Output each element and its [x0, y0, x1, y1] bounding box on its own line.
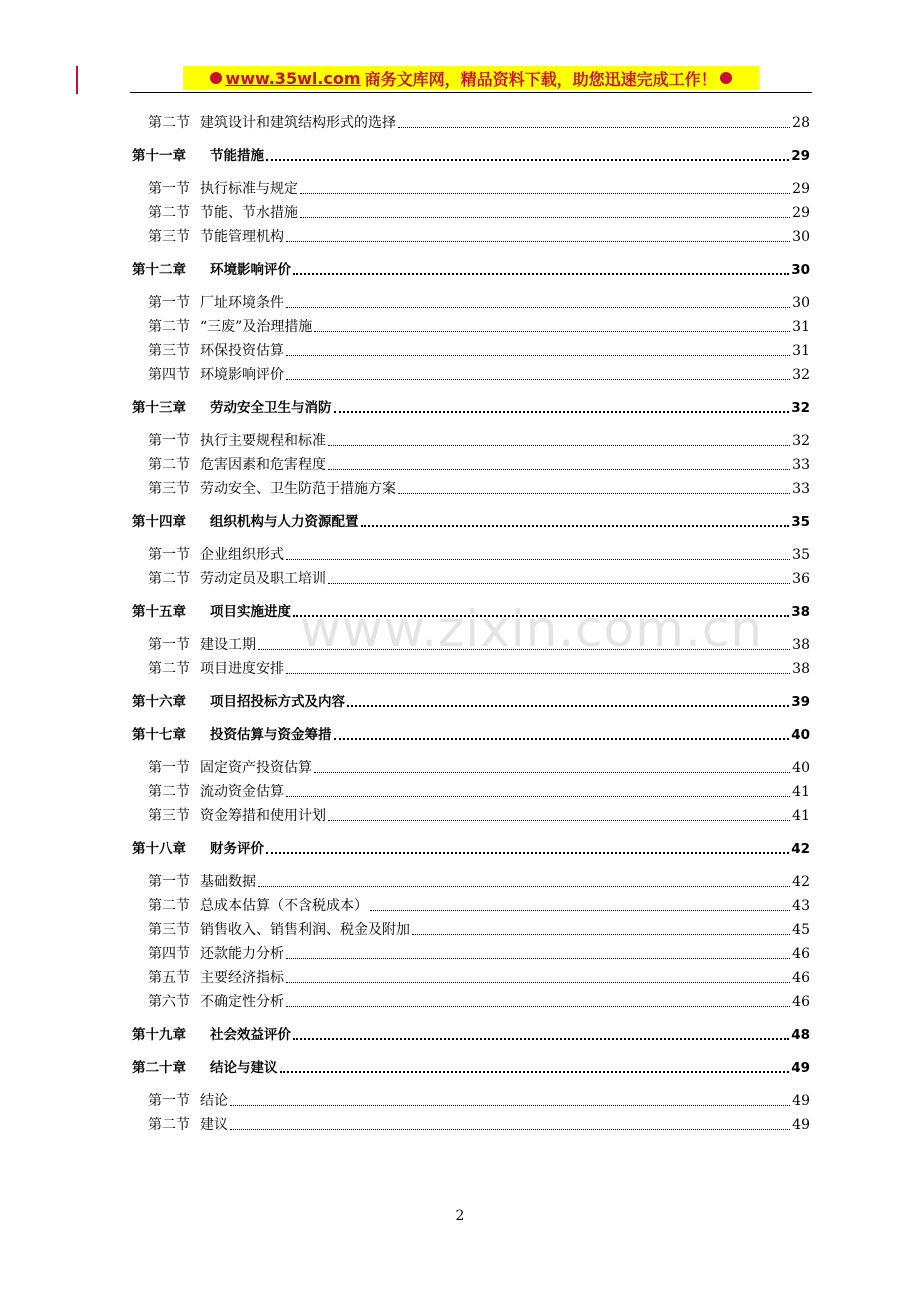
toc-entry-title: 销售收入、销售利润、税金及附加: [200, 922, 410, 938]
toc-chapter-entry[interactable]: [132, 687, 810, 711]
toc-entry-label: [132, 1059, 278, 1077]
toc-section-entry[interactable]: [132, 336, 810, 360]
toc-entry-page: 45: [792, 922, 810, 938]
toc-entry-number: 第四节: [148, 946, 190, 962]
toc-entry-title: 建设工期: [200, 637, 256, 653]
toc-entry-page: 42: [792, 874, 810, 890]
dot-leader: [286, 1006, 790, 1007]
bullet-dot-icon: [720, 72, 732, 84]
toc-entry-label: [132, 147, 264, 165]
toc-entry-title: 企业组织形式: [200, 547, 284, 563]
toc-section-entry[interactable]: [132, 1086, 810, 1110]
toc-entry-label: [132, 513, 359, 531]
toc-entry-number: 第一节: [148, 295, 190, 311]
toc-section-entry[interactable]: [132, 540, 810, 564]
dot-leader: [266, 852, 789, 854]
toc-chapter-entry[interactable]: [132, 507, 810, 531]
toc-entry-label: [148, 921, 410, 939]
toc-entry-label: [132, 261, 291, 279]
toc-entry-number: 第十七章: [132, 727, 186, 743]
toc-entry-number: 第四节: [148, 367, 190, 383]
toc-section-entry[interactable]: [132, 198, 810, 222]
toc-entry-title: 厂址环境条件: [200, 295, 284, 311]
toc-entry-title: 财务评价: [210, 841, 264, 857]
toc-entry-label: [148, 945, 284, 963]
toc-entry-number: 第十三章: [132, 400, 186, 416]
toc-entry-label: [148, 432, 326, 450]
toc-entry-title: “三废”及治理措施: [200, 319, 313, 335]
toc-chapter-entry[interactable]: [132, 597, 810, 621]
toc-entry-page: 38: [792, 637, 810, 653]
toc-entry-title: 危害因素和危害程度: [200, 457, 326, 473]
dot-leader: [286, 796, 790, 797]
toc-entry-page: 30: [792, 229, 810, 245]
toc-section-entry[interactable]: [132, 654, 810, 678]
toc-entry-number: 第一节: [148, 874, 190, 890]
dot-leader: [334, 411, 790, 413]
toc-chapter-entry[interactable]: [132, 834, 810, 858]
toc-entry-title: 节能措施: [210, 148, 264, 164]
toc-entry-title: 还款能力分析: [200, 946, 284, 962]
toc-entry-title: 环境影响评价: [210, 262, 291, 278]
toc-entry-page: 41: [792, 808, 810, 824]
toc-entry-page: 36: [792, 571, 810, 587]
toc-entry-label: [148, 807, 326, 825]
toc-entry-label: [148, 546, 284, 564]
toc-entry-label: [132, 693, 345, 711]
toc-entry-title: 环保投资估算: [200, 343, 284, 359]
toc-entry-number: 第一节: [148, 181, 190, 197]
header-rule: [130, 92, 812, 93]
toc-entry-number: 第二节: [148, 1117, 190, 1133]
toc-entry-page: 46: [792, 946, 810, 962]
toc-entry-title: 基础数据: [200, 874, 256, 890]
dot-leader: [286, 379, 790, 380]
dot-leader: [280, 1071, 790, 1073]
dot-leader: [293, 615, 789, 617]
toc-entry-label: [148, 180, 298, 198]
toc-section-entry[interactable]: [132, 891, 810, 915]
toc-chapter-entry[interactable]: [132, 393, 810, 417]
toc-entry-label: [148, 1092, 228, 1110]
dot-leader: [286, 982, 790, 983]
dot-leader: [412, 934, 790, 935]
toc-entry-title: 环境影响评价: [200, 367, 284, 383]
toc-entry-number: 第十九章: [132, 1027, 186, 1043]
dot-leader: [300, 193, 790, 194]
toc-section-entry[interactable]: [132, 777, 810, 801]
toc-entry-label: [148, 783, 284, 801]
bullet-dot-icon: [210, 72, 222, 84]
toc-entry-title: 劳动安全卫生与消防: [210, 400, 332, 416]
toc-section-entry[interactable]: [132, 108, 810, 132]
toc-entry-page: 29: [792, 181, 810, 197]
dot-leader: [286, 559, 790, 560]
dot-leader: [370, 910, 790, 911]
dot-leader: [398, 127, 790, 128]
toc-entry-page: 42: [791, 841, 810, 857]
toc-entry-page: 29: [792, 205, 810, 221]
toc-section-entry[interactable]: [132, 630, 810, 654]
toc-entry-number: 第十六章: [132, 694, 186, 710]
toc-entry-title: 资金筹措和使用计划: [200, 808, 326, 824]
toc-entry-number: 第一节: [148, 1093, 190, 1109]
toc-entry-page: 38: [792, 661, 810, 677]
toc-section-entry[interactable]: [132, 426, 810, 450]
toc-section-entry[interactable]: [132, 753, 810, 777]
toc-chapter-entry[interactable]: [132, 255, 810, 279]
toc-entry-label: [148, 993, 284, 1011]
toc-entry-number: 第十一章: [132, 148, 186, 164]
toc-entry-label: [132, 840, 264, 858]
dot-leader: [286, 307, 790, 308]
toc-entry-title: 固定资产投资估算: [200, 760, 312, 776]
toc-entry-title: 结论与建议: [210, 1060, 278, 1076]
toc-entry-title: 总成本估算（不含税成本）: [200, 898, 368, 914]
toc-entry-number: 第二节: [148, 205, 190, 221]
toc-section-entry[interactable]: [132, 450, 810, 474]
toc-entry-label: [148, 318, 312, 336]
toc-entry-page: 31: [792, 319, 810, 335]
toc-chapter-entry[interactable]: [132, 141, 810, 165]
toc-section-entry[interactable]: [132, 1110, 810, 1134]
toc-section-entry[interactable]: [132, 360, 810, 384]
dot-leader: [347, 705, 789, 707]
toc-chapter-entry[interactable]: [132, 1020, 810, 1044]
header-url-link[interactable]: www.35wl.com: [225, 68, 361, 88]
toc-entry-page: 48: [791, 1027, 810, 1043]
toc-section-entry[interactable]: [132, 564, 810, 588]
toc-entry-page: 32: [792, 367, 810, 383]
toc-entry-label: [132, 603, 291, 621]
toc-entry-page: 40: [791, 727, 810, 743]
dot-leader: [258, 649, 790, 650]
toc-entry-number: 第五节: [148, 970, 190, 986]
toc-entry-page: 32: [792, 433, 810, 449]
dot-leader: [293, 1038, 789, 1040]
toc-entry-number: 第三节: [148, 808, 190, 824]
dot-leader: [398, 493, 790, 494]
dot-leader: [286, 355, 790, 356]
toc-entry-title: 社会效益评价: [210, 1027, 291, 1043]
header-banner: [183, 66, 759, 90]
toc-entry-label: [148, 480, 396, 498]
toc-entry-page: 32: [791, 400, 810, 416]
toc-entry-number: 第三节: [148, 343, 190, 359]
dot-leader: [334, 738, 790, 740]
toc-section-entry[interactable]: [132, 963, 810, 987]
dot-leader: [328, 820, 790, 821]
toc-entry-page: 30: [791, 262, 810, 278]
toc-section-entry[interactable]: [132, 801, 810, 825]
toc-entry-title: 节能管理机构: [200, 229, 284, 245]
dot-leader: [314, 772, 790, 773]
toc-entry-title: 建议: [200, 1117, 228, 1133]
toc-entry-title: 组织机构与人力资源配置: [210, 514, 359, 530]
toc-entry-page: 46: [792, 970, 810, 986]
toc-section-entry[interactable]: [132, 474, 810, 498]
toc-entry-number: 第三节: [148, 229, 190, 245]
toc-section-entry[interactable]: [132, 174, 810, 198]
toc-entry-label: [148, 873, 256, 891]
toc-entry-page: 28: [792, 115, 810, 131]
toc-entry-title: 主要经济指标: [200, 970, 284, 986]
toc-chapter-entry[interactable]: [132, 1053, 810, 1077]
toc-entry-label: [148, 570, 326, 588]
toc-entry-number: 第二节: [148, 457, 190, 473]
toc-entry-page: 39: [791, 694, 810, 710]
toc-entry-title: 项目招投标方式及内容: [210, 694, 345, 710]
dot-leader: [328, 583, 790, 584]
dot-leader: [328, 469, 790, 470]
toc-entry-label: [148, 228, 284, 246]
toc-entry-label: [148, 456, 326, 474]
dot-leader: [258, 886, 790, 887]
margin-mark: [76, 66, 78, 94]
toc-entry-title: 投资估算与资金筹措: [210, 727, 332, 743]
toc-entry-number: 第一节: [148, 760, 190, 776]
page-number: 2: [455, 1208, 465, 1224]
toc-entry-number: 第一节: [148, 433, 190, 449]
toc-entry-page: 29: [791, 148, 810, 164]
toc-entry-number: 第一节: [148, 547, 190, 563]
toc-entry-label: [148, 294, 284, 312]
toc-entry-page: 33: [792, 481, 810, 497]
toc-entry-title: 节能、节水措施: [200, 205, 298, 221]
dot-leader: [266, 159, 789, 161]
toc-entry-page: 46: [792, 994, 810, 1010]
dot-leader: [300, 217, 790, 218]
toc-entry-number: 第二节: [148, 571, 190, 587]
toc-entry-number: 第十四章: [132, 514, 186, 530]
toc-entry-label: [132, 726, 332, 744]
toc-entry-number: 第十五章: [132, 604, 186, 620]
toc-entry-label: [132, 399, 332, 417]
toc-entry-label: [148, 342, 284, 360]
toc-entry-page: 35: [792, 547, 810, 563]
toc-entry-page: 33: [792, 457, 810, 473]
dot-leader: [286, 673, 790, 674]
toc-entry-label: [148, 114, 396, 132]
toc-entry-page: 35: [791, 514, 810, 530]
toc-section-entry[interactable]: [132, 867, 810, 891]
toc-section-entry[interactable]: [132, 288, 810, 312]
toc-entry-page: 40: [792, 760, 810, 776]
dot-leader: [328, 445, 790, 446]
toc-entry-title: 劳动定员及职工培训: [200, 571, 326, 587]
toc-entry-label: [148, 897, 368, 915]
toc-entry-number: 第二节: [148, 319, 190, 335]
toc-entry-title: 劳动安全、卫生防范于措施方案: [200, 481, 396, 497]
toc-entry-label: [132, 1026, 291, 1044]
header-slogan: 商务文库网，精品资料下载，助您迅速完成工作！: [364, 69, 717, 89]
toc-entry-label: [148, 660, 284, 678]
watermark: www.zixin.com.cn: [300, 600, 764, 658]
toc-section-entry[interactable]: [132, 222, 810, 246]
toc-entry-label: [148, 759, 312, 777]
toc-chapter-entry[interactable]: [132, 720, 810, 744]
toc-entry-title: 项目实施进度: [210, 604, 291, 620]
toc-entry-page: 31: [792, 343, 810, 359]
dot-leader: [361, 525, 790, 527]
toc-entry-title: 执行标准与规定: [200, 181, 298, 197]
dot-leader: [293, 273, 789, 275]
dot-leader: [314, 331, 790, 332]
toc-entry-number: 第二十章: [132, 1060, 186, 1076]
toc-section-entry[interactable]: [132, 939, 810, 963]
toc-entry-label: [148, 1116, 228, 1134]
dot-leader: [230, 1105, 790, 1106]
toc-entry-label: [148, 366, 284, 384]
toc-entry-number: 第十二章: [132, 262, 186, 278]
toc-entry-title: 流动资金估算: [200, 784, 284, 800]
toc-section-entry[interactable]: [132, 312, 810, 336]
toc-entry-title: 执行主要规程和标准: [200, 433, 326, 449]
toc-entry-page: 41: [792, 784, 810, 800]
dot-leader: [230, 1129, 790, 1130]
toc-entry-page: 49: [791, 1060, 810, 1076]
toc-entry-title: 不确定性分析: [200, 994, 284, 1010]
toc-entry-number: 第一节: [148, 637, 190, 653]
toc-entry-page: 38: [791, 604, 810, 620]
toc-entry-page: 30: [792, 295, 810, 311]
toc-section-entry[interactable]: [132, 915, 810, 939]
toc-entry-page: 49: [792, 1093, 810, 1109]
toc-entry-title: 建筑设计和建筑结构形式的选择: [200, 115, 396, 131]
dot-leader: [286, 241, 790, 242]
toc-entry-title: 项目进度安排: [200, 661, 284, 677]
toc-entry-title: 结论: [200, 1093, 228, 1109]
toc-entry-number: 第二节: [148, 898, 190, 914]
toc-entry-number: 第三节: [148, 922, 190, 938]
toc-entry-page: 43: [792, 898, 810, 914]
toc-entry-number: 第二节: [148, 784, 190, 800]
toc-section-entry[interactable]: [132, 987, 810, 1011]
toc-entry-number: 第二节: [148, 115, 190, 131]
toc-entry-label: [148, 636, 256, 654]
toc-entry-number: 第三节: [148, 481, 190, 497]
toc-entry-page: 49: [792, 1117, 810, 1133]
dot-leader: [286, 958, 790, 959]
toc-entry-number: 第六节: [148, 994, 190, 1010]
toc-entry-number: 第十八章: [132, 841, 186, 857]
toc-entry-label: [148, 969, 284, 987]
toc-entry-number: 第二节: [148, 661, 190, 677]
toc-entry-label: [148, 204, 298, 222]
